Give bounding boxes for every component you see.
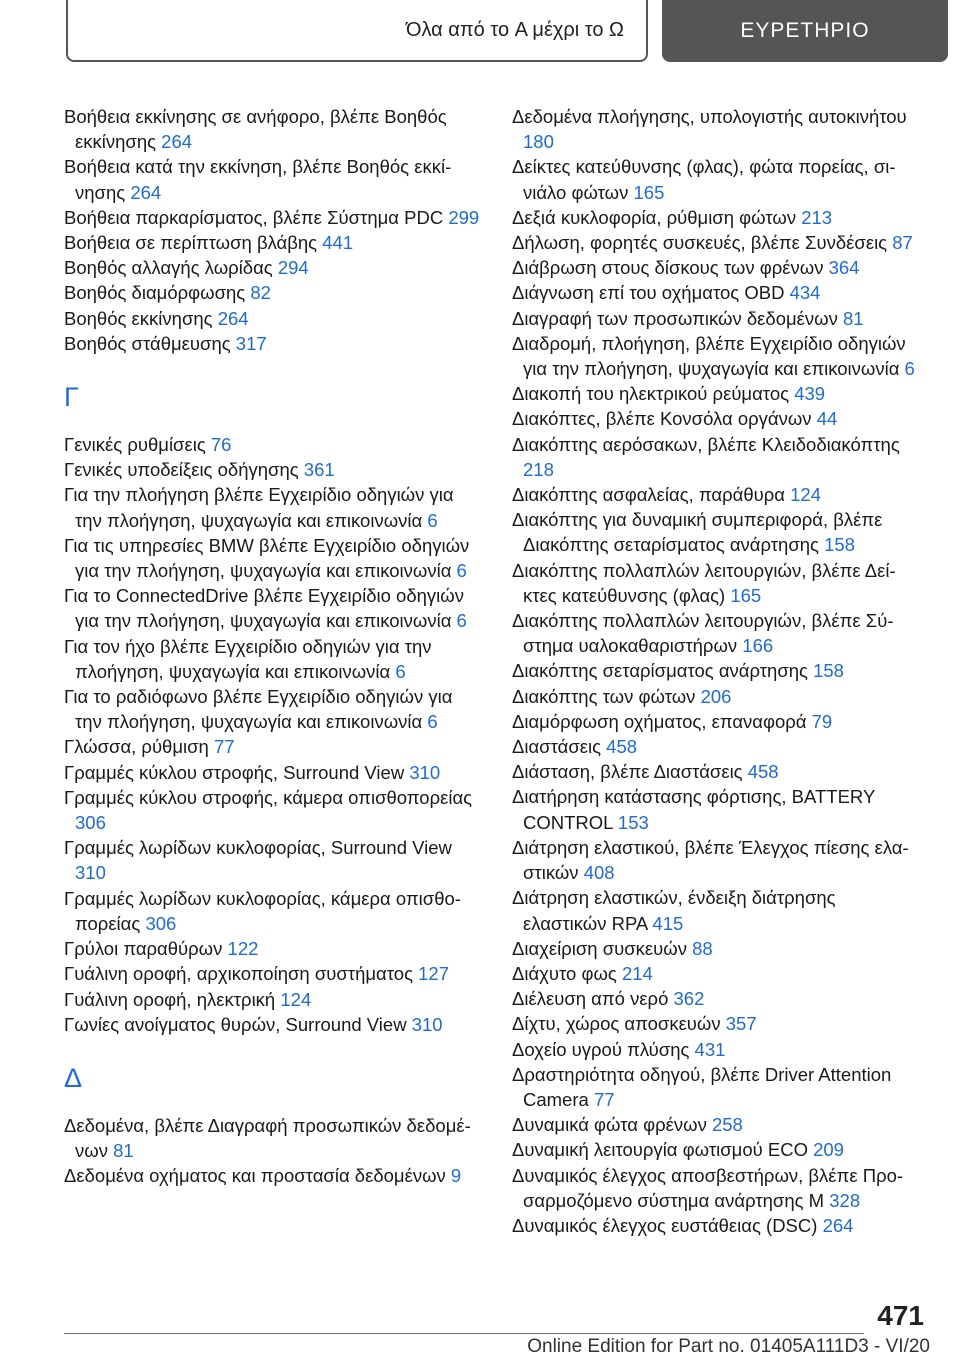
index-entry-text: Για το ConnectedDrive βλέπε Εγχειρίδιο οδηγιών για την πλοήγηση, ψυχαγωγία και επικοινωνία [64,585,464,632]
index-entry [64,331,484,356]
index-entry-page-link[interactable]: 122 [227,938,259,960]
index-entry-text: Γλώσσα, ρύθμιση [64,736,209,758]
index-entry-text: Διαχείριση συσκευών [512,937,687,959]
index-entry [512,482,922,507]
index-entry [512,684,922,709]
index-entry-page-link[interactable]: 218 [523,458,554,480]
index-entry [64,1012,484,1037]
index-entry-text: Διέλευση από νερό [512,988,669,1010]
index-entry-page-link[interactable]: 124 [280,988,312,1010]
index-entry-text: Διάτρηση ελαστικού, βλέπε Έλεγχος πίεσης ελαστικών [512,836,909,884]
index-entry-text: Δοχείο υγρού πλύσης [512,1038,690,1060]
index-entry-page-link[interactable]: 434 [789,282,821,304]
index-entry-page-link[interactable]: 206 [700,685,732,707]
index-entry [64,154,484,204]
index-entry [512,1112,922,1137]
index-entry-page-link[interactable]: 431 [694,1038,726,1060]
index-entry [64,835,484,885]
index-entry-text: Διάβρωση στους δίσκους των φρένων [512,257,824,279]
index-entry-page-link[interactable]: 264 [130,181,162,203]
index-entry-text: Γραμμές λωρίδων κυκλοφορίας, Surround View [64,837,452,859]
index-entry-text: Διάσταση, βλέπε Διαστάσεις [512,761,743,783]
index-entry-page-link[interactable]: 165 [633,181,665,203]
index-entry-page-link[interactable]: 127 [418,963,450,985]
index-entry-page-link[interactable]: 328 [829,1189,861,1211]
index-entry [512,658,922,683]
section-title-tab[interactable] [66,0,648,62]
index-entry-page-link[interactable]: 166 [742,635,774,657]
index-entry [64,886,484,936]
index-entry-page-link[interactable]: 124 [790,484,821,506]
index-entry-page-link[interactable]: 299 [448,206,480,228]
index-entry [512,1011,922,1036]
index-entry [64,785,484,835]
index-entry [64,987,484,1012]
index-entry-text: Γρύλοι παραθύρων [64,938,223,960]
index-entry-text: Βοηθός διαμόρφωσης [64,282,246,304]
index-entry-page-link[interactable]: 158 [813,660,844,682]
index-entry-text: Για το ραδιόφωνο βλέπε Εγχειρίδιο οδηγιών για την πλοήγηση, ψυχαγωγία και επικοινωνία [64,686,453,733]
page-header [66,0,960,62]
index-entry-page-link[interactable]: 209 [813,1139,844,1161]
index-entry-page-link[interactable]: 214 [621,962,653,984]
index-entry-page-link[interactable]: 294 [277,257,309,279]
index-entry-page-link[interactable]: 439 [794,383,826,405]
index-entry-text: Διακόπτης για δυναμική συμπεριφορά, βλέπε Διακόπτης σεταρίσματος ανάρτησης [512,509,883,556]
index-entry-text: Διαδρομή, πλοήγηση, βλέπε Εγχειρίδιο οδηγιών για την πλοήγηση, ψυχαγωγία και επικοινωνία [512,332,906,380]
index-tab[interactable] [662,0,948,62]
index-entry-page-link[interactable]: 458 [606,736,638,758]
index-entry-text: Δυναμικός έλεγχος αποσβεστήρων, βλέπε Προσαρμοζόμενο σύστημα ανάρτησης M [512,1164,904,1211]
index-entry-page-link[interactable]: 310 [75,862,106,884]
index-entry-page-link[interactable]: 6 [427,711,438,733]
index-entry [64,1113,484,1163]
index-entry-page-link[interactable]: 81 [113,1140,134,1162]
index-entry [512,507,922,557]
index-entry-text: Δεδομένα οχήματος και προστασία δεδομένων [64,1165,446,1187]
index-entry [512,986,922,1011]
index-entry-page-link[interactable]: 6 [904,358,915,380]
index-entry-page-link[interactable]: 76 [210,434,232,456]
index-entry-text: Βοήθεια παρκαρίσματος, βλέπε Σύστημα PDC [64,206,444,228]
index-entry-text: Διαστάσεις [512,736,602,758]
index-entry-page-link[interactable]: 77 [213,736,235,758]
index-entry-text: Για τις υπηρεσίες BMW βλέπε Εγχειρίδιο οδηγιών για την πλοήγηση, ψυχαγωγία και επικοινωνία [64,534,470,582]
index-entry [64,583,484,633]
index-entry-text: Διακόπτης σεταρίσματος ανάρτησης [512,660,808,682]
index-entry-page-link[interactable]: 77 [593,1088,615,1110]
index-entry-text: Δεξιά κυκλοφορία, ρύθμιση φώτων [512,206,797,228]
index-entry-text: Γραμμές κύκλου στροφής, Surround View [64,761,405,783]
index-entry [64,482,484,532]
index-tab-label: ΕΥΡΕΤΗΡΙΟ [740,19,870,42]
index-entry-text: Διακόπτης πολλαπλών λειτουργιών, βλέπε Σύστημα υαλοκαθαριστήρων [512,610,894,657]
section-title: Όλα από το A μέχρι το Ω [406,18,624,41]
index-entry [64,961,484,986]
index-entry-text: Διακόπτης των φώτων [512,685,696,707]
index-entry-page-link[interactable]: 6 [395,660,406,682]
index-entry-text: Για τον ήχο βλέπε Εγχειρίδιο οδηγιών για την πλοήγηση, ψυχαγωγία και επικοινωνία [64,635,432,682]
index-entry-page-link[interactable]: 9 [450,1165,462,1187]
index-entry-text: Διακόπτης αερόσακων, βλέπε Κλειδοδιακόπτης [512,433,900,455]
index-column-left [64,104,484,1189]
index-entry-page-link[interactable]: 317 [235,332,267,354]
index-entry-page-link[interactable]: 306 [75,812,106,834]
index-entry-page-link[interactable]: 6 [427,509,438,531]
index-entry-text: Γραμμές λωρίδων κυκλοφορίας, κάμερα οπισθοπορείας [64,887,461,934]
index-entry-text: Δήλωση, φορητές συσκευές, βλέπε Συνδέσεις [512,232,888,254]
index-entry-text: Διακοπή του ηλεκτρικού ρεύματος [512,383,790,405]
index-entry-text: Γενικές ρυθμίσεις [64,434,206,456]
page-number: 471 [877,1300,924,1331]
index-entry [64,205,484,230]
index-entry-text: Δεδομένα, βλέπε Διαγραφή προσωπικών δεδομένων [64,1114,471,1162]
index-entry [64,457,484,482]
index-entry-text: Βοηθός αλλαγής λωρίδας [64,257,273,279]
index-entry-page-link[interactable]: 6 [456,610,467,632]
index-entry-text: Γωνίες ανοίγματος θυρών, Surround View [64,1013,407,1035]
index-entry-text: Διακόπτες, βλέπε Κονσόλα οργάνων [512,408,812,430]
index-letter-heading: Δ [64,1062,83,1093]
index-entry [64,104,484,154]
index-entry [64,1163,484,1188]
index-entry-page-link[interactable]: 88 [692,937,713,959]
index-entry-page-link[interactable]: 165 [730,584,762,606]
index-entry [64,280,484,305]
index-entry [512,230,922,255]
index-entry [512,205,922,230]
index-entry-text: Βοηθός στάθμευσης [64,332,231,354]
index-entry-page-link[interactable]: 264 [161,131,193,153]
index-entry [512,784,922,834]
index-entry-text: Γυάλινη οροφή, αρχικοποίηση συστήματος [64,963,413,985]
index-entry-page-link[interactable]: 441 [322,232,354,254]
index-entry-page-link[interactable]: 158 [824,534,855,556]
index-entry [512,432,922,482]
index-entry-page-link[interactable]: 408 [583,862,615,884]
index-entry-page-link[interactable]: 81 [842,307,864,329]
index-entry-text: Δίχτυ, χώρος αποσκευών [512,1013,721,1035]
index-entry-page-link[interactable]: 364 [828,257,860,279]
index-entry [64,255,484,280]
index-entry-page-link[interactable]: 361 [303,459,335,481]
index-entry [64,432,484,457]
index-entry-page-link[interactable]: 180 [523,131,554,153]
index-entry-text: Βοηθός εκκίνησης [64,307,213,329]
index-entry [512,306,922,331]
index-entry-page-link[interactable]: 362 [673,988,705,1010]
index-entry [512,885,922,935]
index-entry-text: Γενικές υποδείξεις οδήγησης [64,459,299,481]
index-entry [64,936,484,961]
index-entry [512,759,922,784]
index-entry-page-link[interactable]: 87 [892,232,913,254]
index-entry [64,634,484,684]
index-entry [512,835,922,885]
index-column-right [512,104,922,1238]
index-entry-page-link[interactable]: 415 [652,912,684,934]
index-entry [512,381,922,406]
index-entry [64,533,484,583]
index-entry [512,406,922,431]
index-entry-text: Διαμόρφωση οχήματος, επαναφορά [512,710,807,732]
index-entry-page-link[interactable]: 82 [250,282,271,304]
index-entry [512,255,922,280]
index-entry [512,104,922,154]
index-entry-page-link[interactable]: 357 [725,1013,757,1035]
index-entry [512,608,922,658]
index-entry-text: Δυναμική λειτουργία φωτισμού ECO [512,1139,808,1161]
footer-text: Online Edition for Part no. 01405A111D3 - VI/20 [527,1336,930,1357]
index-entry-page-link[interactable]: 6 [456,560,467,582]
index-entry-text: Δυναμικός έλεγχος ευστάθειας (DSC) [512,1214,818,1236]
footer-divider [64,1333,864,1334]
index-entry-text: Γραμμές κύκλου στροφής, κάμερα οπισθοπορείας [64,786,473,808]
index-entry-text: Διάχυτο φως [512,962,617,984]
index-entry [512,734,922,759]
index-entry-page-link[interactable]: 264 [822,1214,854,1236]
index-entry-page-link[interactable]: 79 [811,710,833,732]
index-entry-page-link[interactable]: 44 [816,408,838,430]
index-entry-page-link[interactable]: 258 [711,1114,743,1136]
index-entry-text: Διατήρηση κατάστασης φόρτισης, BATTERY CONTROL [512,786,875,833]
index-entry-page-link[interactable]: 310 [409,761,441,783]
index-entry-page-link[interactable]: 153 [617,811,649,833]
index-entry-text: Δραστηριότητα οδηγού, βλέπε Driver Attention Camera [512,1063,892,1110]
index-entry-text: Διακόπτης ασφαλείας, παράθυρα [512,484,785,506]
index-entry-page-link[interactable]: 264 [217,307,249,329]
index-entry-text: Διακόπτης πολλαπλών λειτουργιών, βλέπε Δείκτες κατεύθυνσης (φλας) [512,559,896,606]
index-entry-page-link[interactable]: 310 [411,1013,443,1035]
index-entry [512,1137,922,1162]
index-entry [64,230,484,255]
index-entry [512,961,922,986]
index-entry [64,684,484,734]
index-entry [512,1062,922,1112]
index-entry [512,280,922,305]
index-entry [512,331,922,381]
index-letter-heading: Γ [64,382,79,413]
index-entry-page-link[interactable]: 306 [145,912,177,934]
index-entry-text: Δείκτες κατεύθυνσης (φλας), φώτα πορείας, σινιάλο φώτων [512,156,896,203]
index-entry [512,154,922,204]
index-entry-text: Για την πλοήγηση βλέπε Εγχειρίδιο οδηγιών για την πλοήγηση, ψυχαγωγία και επικοινωνία [64,484,454,531]
index-entry-text: Διάγνωση επί του οχήματος OBD [512,282,785,304]
index-entry-page-link[interactable]: 213 [801,206,833,228]
index-entry [512,936,922,961]
index-entry [512,558,922,608]
index-entry [64,306,484,331]
index-entry-text: Δυναμικά φώτα φρένων [512,1114,707,1136]
index-entry [512,709,922,734]
index-entry [512,1163,922,1213]
index-entry-text: Γυάλινη οροφή, ηλεκτρική [64,988,276,1010]
index-entry-text: Βοήθεια κατά την εκκίνηση, βλέπε Βοηθός εκκίνησης [64,156,452,203]
index-entry-page-link[interactable]: 458 [747,761,779,783]
index-entry [512,1213,922,1238]
index-entry-text: Διάτρηση ελαστικών, ένδειξη διάτρησης ελαστικών RPA [512,887,836,934]
index-entry-text: Βοήθεια σε περίπτωση βλάβης [64,232,318,254]
index-entry-text: Βοήθεια εκκίνησης σε ανήφορο, βλέπε Βοηθός εκκίνησης [64,106,447,153]
index-entry-text: Δεδομένα πλοήγησης, υπολογιστής αυτοκινήτου [512,106,907,127]
index-entry [64,760,484,785]
index-entry [64,734,484,759]
index-entry [512,1037,922,1062]
index-entry-text: Διαγραφή των προσωπικών δεδομένων [512,307,838,329]
